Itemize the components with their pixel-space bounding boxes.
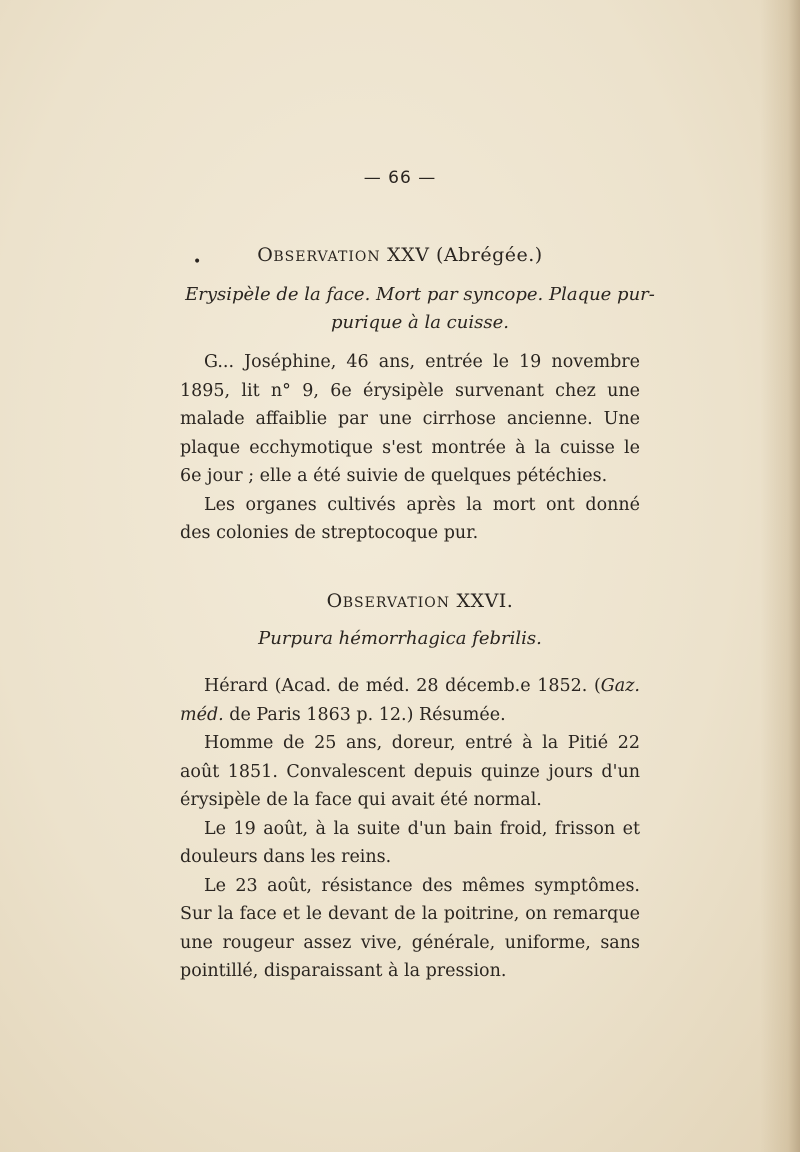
- observation-25-paragraph-2: Les organes cultivés après la mort ont donné des colonies de streptocoque pur.: [180, 494, 640, 543]
- observation-25-subtitle: Erysipèle de la face. Mort par syncope. Plaque pur- purique à la cuisse.: [185, 284, 655, 333]
- observation-26-paragraph-1: Homme de 25 ans, doreur, entré à la Pitié 22 août 1851. Convalescent depuis quinze jours d'un érysipèle de la face qui avait été normal.: [180, 733, 640, 810]
- observation-26-paragraph-3: Le 23 août, résistance des mêmes symptômes. Sur la face et le devant de la poitrine, on remarque une rougeur assez vive, générale, uniforme, sans pointillé, disparaissant à la pression.: [180, 875, 640, 981]
- observation-26-reference: Hérard (Acad. de méd. 28 décemb.e 1852. (Gaz. méd. de Paris 1863 p. 12.) Résumée.: [180, 676, 640, 725]
- observation-25-body: [180, 348, 640, 548]
- observation-25-paragraph-1: G... Joséphine, 46 ans, entrée le 19 novembre 1895, lit n° 9, 6e érysipèle survenant chez une malade affaiblie par une cirrhose ancienne. Une plaque ecchymotique s'est montrée à la cuisse le 6e jour ; elle a été suivie de quelques pétéchies.: [180, 352, 640, 486]
- observation-26-body: [180, 672, 640, 986]
- observation-26-subtitle: Purpura hémorrhagica febrilis.: [258, 628, 542, 649]
- page-number: — 66 —: [363, 168, 437, 188]
- observation-25-heading: OBSERVATION XXV (Abrégée.): [257, 244, 543, 266]
- observation-26-heading: OBSERVATION XXVI.: [326, 590, 514, 612]
- observation-26-paragraph-2: Le 19 août, à la suite d'un bain froid, frisson et douleurs dans les reins.: [180, 818, 640, 867]
- print-mark: •: [193, 254, 202, 270]
